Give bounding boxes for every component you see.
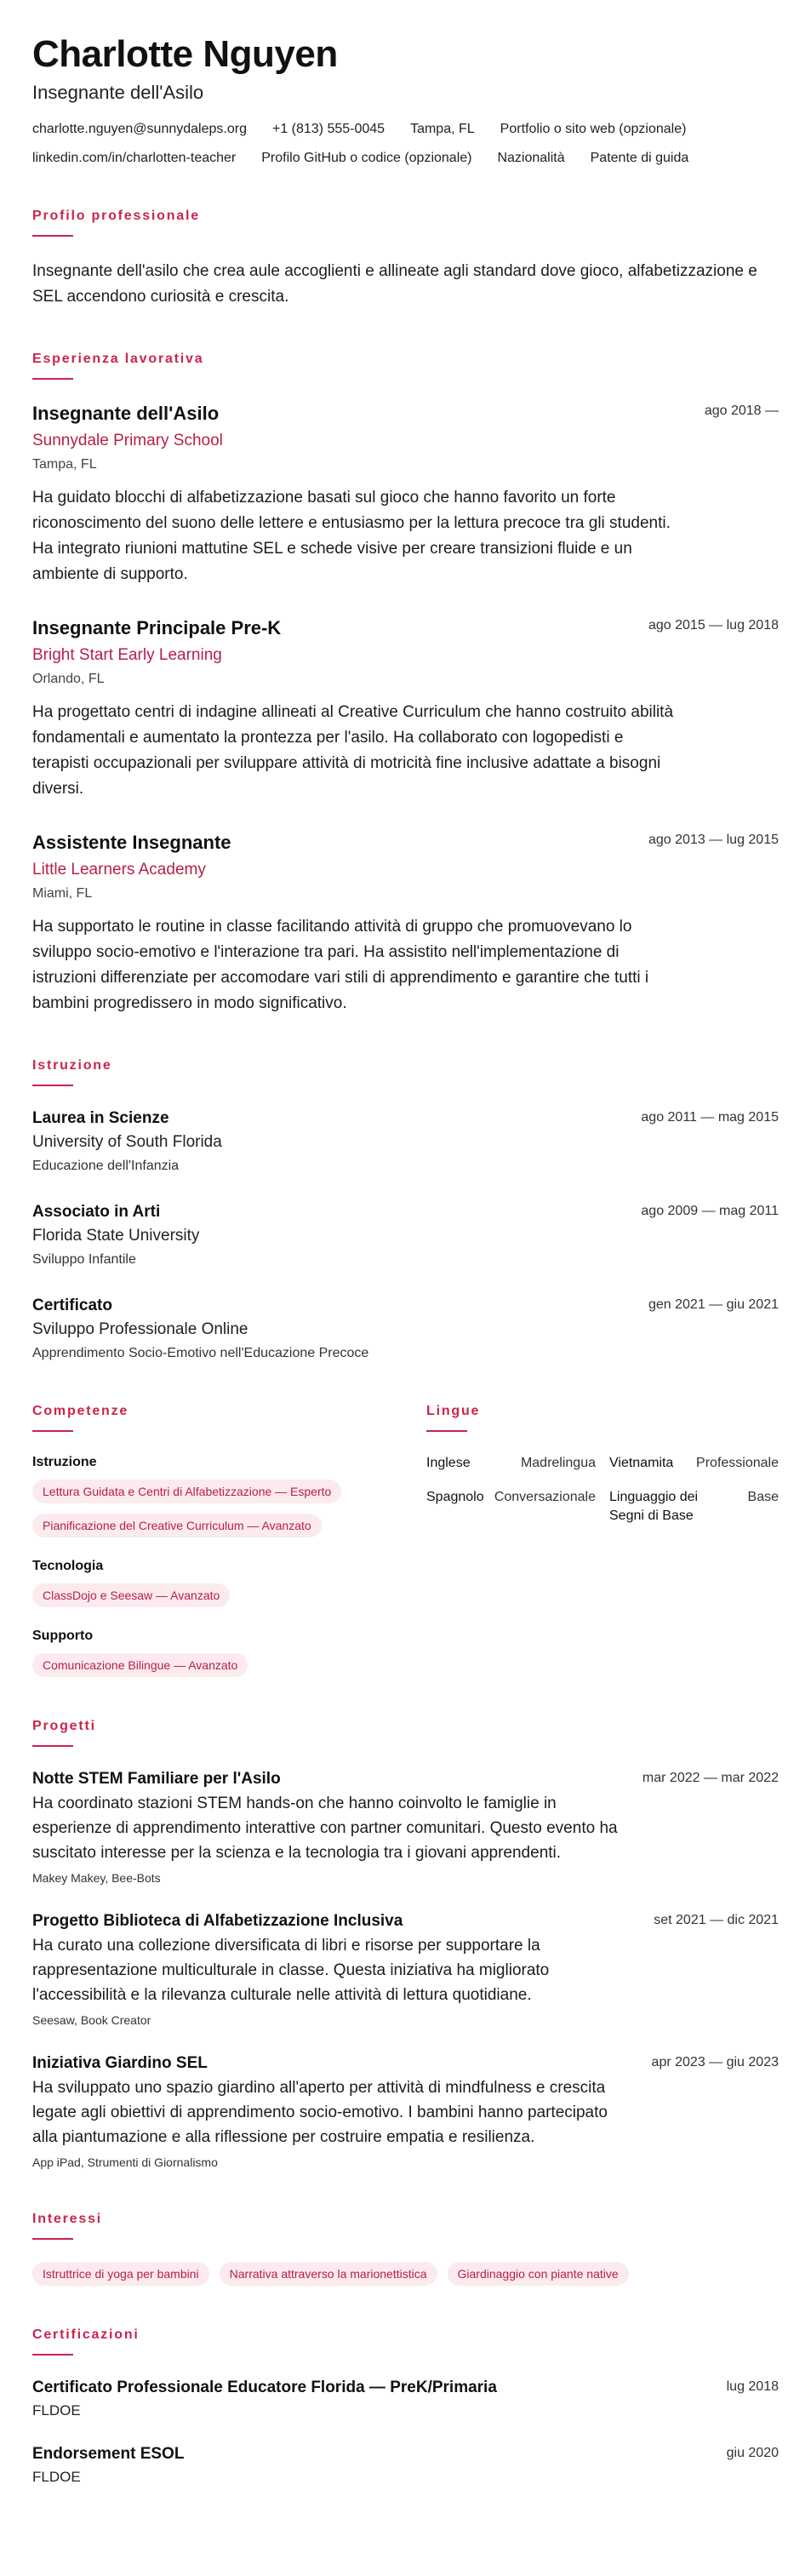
job-title: Assistente Insegnante — [32, 832, 231, 853]
project-description: Ha coordinato stazioni STEM hands-on che hanno coinvolto le famiglie in esperienze di apprendimento interattive con partner comunitari. Questo evento ha suscitato interesse per la scienza e la tecnologia tra i giovani apprendenti. — [32, 1795, 618, 1862]
education-field: Educazione dell'Infanzia — [32, 1159, 180, 1173]
project-title: Progetto Biblioteca di Alfabetizzazione Inclusiva — [32, 1912, 403, 1930]
education-degree: Associato in Arti — [32, 1203, 161, 1221]
education-entry — [32, 1296, 779, 1362]
section-divider — [32, 378, 73, 380]
experience-section — [32, 351, 779, 1016]
certification-entry — [32, 2378, 779, 2420]
skill-chip: ClassDojo e Seesaw — Avanzato — [32, 1583, 230, 1607]
candidate-name: Charlotte Nguyen — [32, 33, 338, 75]
job-company: Bright Start Early Learning — [32, 646, 222, 664]
project-description: Ha curato una collezione diversificata di libri e risorse per supportare la rappresentazione multiculturale in classe. Questa iniziativa ha migliorato l'accessibilità e la rilevanza culturale nelle attività di lettura quotidiane. — [32, 1937, 550, 2004]
profile-section — [32, 208, 779, 310]
language-level: Base — [747, 1490, 779, 1504]
project-entry — [32, 1769, 779, 1886]
section-divider — [32, 1085, 73, 1086]
job-location: Tampa, FL — [32, 457, 97, 472]
section-title: Competenze — [32, 1404, 129, 1418]
certification-title: Certificato Professionale Educatore Florida — PreK/Primaria — [32, 2379, 497, 2396]
contact-email: charlotte.nguyen@sunnydaleps.org — [32, 122, 247, 136]
skill-group — [32, 1454, 375, 1537]
certification-entry — [32, 2444, 779, 2487]
skill-group-title: Istruzione — [32, 1455, 97, 1469]
section-title: Lingue — [426, 1404, 481, 1418]
job-title: Insegnante Principale Pre-K — [32, 617, 282, 638]
project-dates: set 2021 — dic 2021 — [654, 1913, 779, 1927]
certification-date: lug 2018 — [726, 2379, 779, 2394]
resume-header — [32, 31, 779, 167]
project-entry — [32, 1911, 779, 2028]
section-title: Profilo professionale — [32, 209, 200, 223]
education-school: University of South Florida — [32, 1133, 222, 1151]
education-degree: Certificato — [32, 1297, 112, 1314]
education-dates: gen 2021 — giu 2021 — [648, 1297, 779, 1312]
job-dates: ago 2013 — lug 2015 — [648, 833, 779, 847]
education-entry — [32, 1108, 779, 1175]
education-school: Florida State University — [32, 1227, 200, 1245]
section-divider — [32, 235, 73, 237]
skill-chip: Lettura Guidata e Centri di Alfabetizzazione — Esperto — [32, 1480, 341, 1503]
language-level: Madrelingua — [520, 1456, 596, 1470]
certification-issuer: FLDOE — [32, 2469, 81, 2485]
job-company: Little Learners Academy — [32, 861, 206, 879]
skills-languages-row — [32, 1403, 779, 1677]
language-item — [609, 1488, 779, 1526]
job-dates: ago 2018 — — [704, 404, 779, 418]
skill-group-title: Tecnologia — [32, 1559, 104, 1573]
project-tools: App iPad, Strumenti di Giornalismo — [32, 2155, 218, 2169]
language-name: Spagnolo — [426, 1490, 484, 1504]
job-company: Sunnydale Primary School — [32, 432, 223, 449]
job-description: Ha supportato le routine in classe facilitando attività di gruppo che promuovevano lo sviluppo socio-emotivo e l'interazione tra pari. Ha assistito nell'implementazione di istruzioni differenziate per accomodare vari stili di apprendimento e garantire che tutti i bambini progredissero in modo significativo. — [32, 918, 649, 1012]
section-title: Certificazioni — [32, 2327, 140, 2342]
certification-title: Endorsement ESOL — [32, 2445, 185, 2463]
project-description: Ha sviluppato uno spazio giardino all'aperto per attività di mindfulness e crescita legate agli obiettivi di apprendimento socio-emotivo. I bambini hanno partecipato alla piantumazione e alla riflessione per costruire empatia e resilienza. — [32, 2079, 608, 2146]
job-location: Orlando, FL — [32, 672, 105, 686]
section-title: Progetti — [32, 1719, 96, 1733]
language-level: Conversazionale — [494, 1490, 596, 1504]
interest-chip: Giardinaggio con piante native — [448, 2262, 629, 2286]
interests-section — [32, 2211, 779, 2286]
skill-chip: Comunicazione Bilingue — Avanzato — [32, 1653, 248, 1677]
profile-summary: Insegnante dell'asilo che crea aule accoglienti e allineate agli standard dove gioco, alfabetizzazione e SEL accendono curiosità e crescita. — [32, 262, 757, 306]
skill-group-title: Supporto — [32, 1629, 94, 1643]
job-location: Miami, FL — [32, 886, 93, 901]
project-tools: Seesaw, Book Creator — [32, 2013, 151, 2027]
projects-section — [32, 1718, 779, 2170]
job-description: Ha guidato blocchi di alfabetizzazione basati sul gioco che hanno favorito un forte riconoscimento del suono delle lettere e entusiasmo per la lettura precoce tra gli studenti. Ha integrato riunioni mattutine SEL e schede visive per creare transizioni fluide e un ambiente di supporto. — [32, 489, 671, 583]
education-section — [32, 1057, 779, 1362]
interest-chip: Istruttrice di yoga per bambini — [32, 2262, 209, 2286]
education-dates: ago 2009 — mag 2011 — [641, 1204, 779, 1218]
education-field: Apprendimento Socio-Emotivo nell'Educazione Precoce — [32, 1346, 369, 1360]
language-name: Vietnamita — [609, 1456, 674, 1470]
project-dates: mar 2022 — mar 2022 — [642, 1771, 779, 1785]
project-entry — [32, 2053, 779, 2170]
candidate-headline: Insegnante dell'Asilo — [32, 82, 204, 103]
job-title: Insegnante dell'Asilo — [32, 403, 220, 424]
language-name: Linguaggio dei Segni di Base — [609, 1490, 699, 1523]
job-description: Ha progettato centri di indagine allineati al Creative Curriculum che hanno costruito abilità fondamentali e aumentato la prontezza per l'asilo. Ha collaborato con logopedisti e terapisti occupazionali per sviluppare attività di motricità fine inclusive adattate a bisogni diversi. — [32, 703, 674, 798]
skill-group — [32, 1628, 375, 1677]
language-level: Professionale — [696, 1456, 779, 1470]
certification-issuer: FLDOE — [32, 2402, 81, 2419]
interest-chip: Narrativa attraverso la marionettistica — [220, 2262, 437, 2286]
section-title: Esperienza lavorativa — [32, 352, 204, 366]
section-divider — [32, 2354, 73, 2356]
education-dates: ago 2011 — mag 2015 — [641, 1110, 779, 1125]
language-item — [609, 1454, 779, 1473]
contact-portfolio: Portfolio o sito web (opzionale) — [500, 122, 687, 136]
project-tools: Makey Makey, Bee-Bots — [32, 1871, 161, 1885]
skill-chip: Pianificazione del Creative Curriculum — Avanzato — [32, 1514, 322, 1537]
language-name: Inglese — [426, 1456, 471, 1470]
education-entry — [32, 1202, 779, 1268]
section-divider — [32, 1745, 73, 1747]
certifications-section — [32, 2327, 779, 2487]
job-entry — [32, 402, 779, 587]
contact-nationality: Nazionalità — [497, 151, 565, 165]
job-entry — [32, 831, 779, 1016]
section-divider — [426, 1430, 467, 1432]
section-divider — [32, 1430, 73, 1432]
project-title: Iniziativa Giardino SEL — [32, 2054, 208, 2072]
contact-info — [32, 121, 779, 167]
section-divider — [32, 2238, 73, 2240]
job-entry — [32, 616, 779, 802]
project-title: Notte STEM Familiare per l'Asilo — [32, 1770, 281, 1788]
contact-location: Tampa, FL — [410, 122, 475, 136]
education-school: Sviluppo Professionale Online — [32, 1320, 248, 1338]
language-item — [426, 1488, 596, 1526]
skills-section — [32, 1403, 375, 1677]
skill-group — [32, 1558, 375, 1607]
language-item — [426, 1454, 596, 1473]
certification-date: giu 2020 — [726, 2446, 779, 2460]
education-degree: Laurea in Scienze — [32, 1109, 169, 1127]
project-dates: apr 2023 — giu 2023 — [651, 2055, 779, 2069]
contact-github: Profilo GitHub o codice (opzionale) — [261, 151, 472, 165]
section-title: Interessi — [32, 2212, 103, 2226]
section-title: Istruzione — [32, 1058, 112, 1073]
languages-section — [426, 1403, 779, 1677]
contact-linkedin: linkedin.com/in/charlotten-teacher — [32, 151, 237, 165]
contact-driving-license: Patente di guida — [590, 151, 689, 165]
job-dates: ago 2015 — lug 2018 — [648, 618, 779, 633]
education-field: Sviluppo Infantile — [32, 1252, 136, 1267]
contact-phone: +1 (813) 555-0045 — [271, 122, 386, 136]
